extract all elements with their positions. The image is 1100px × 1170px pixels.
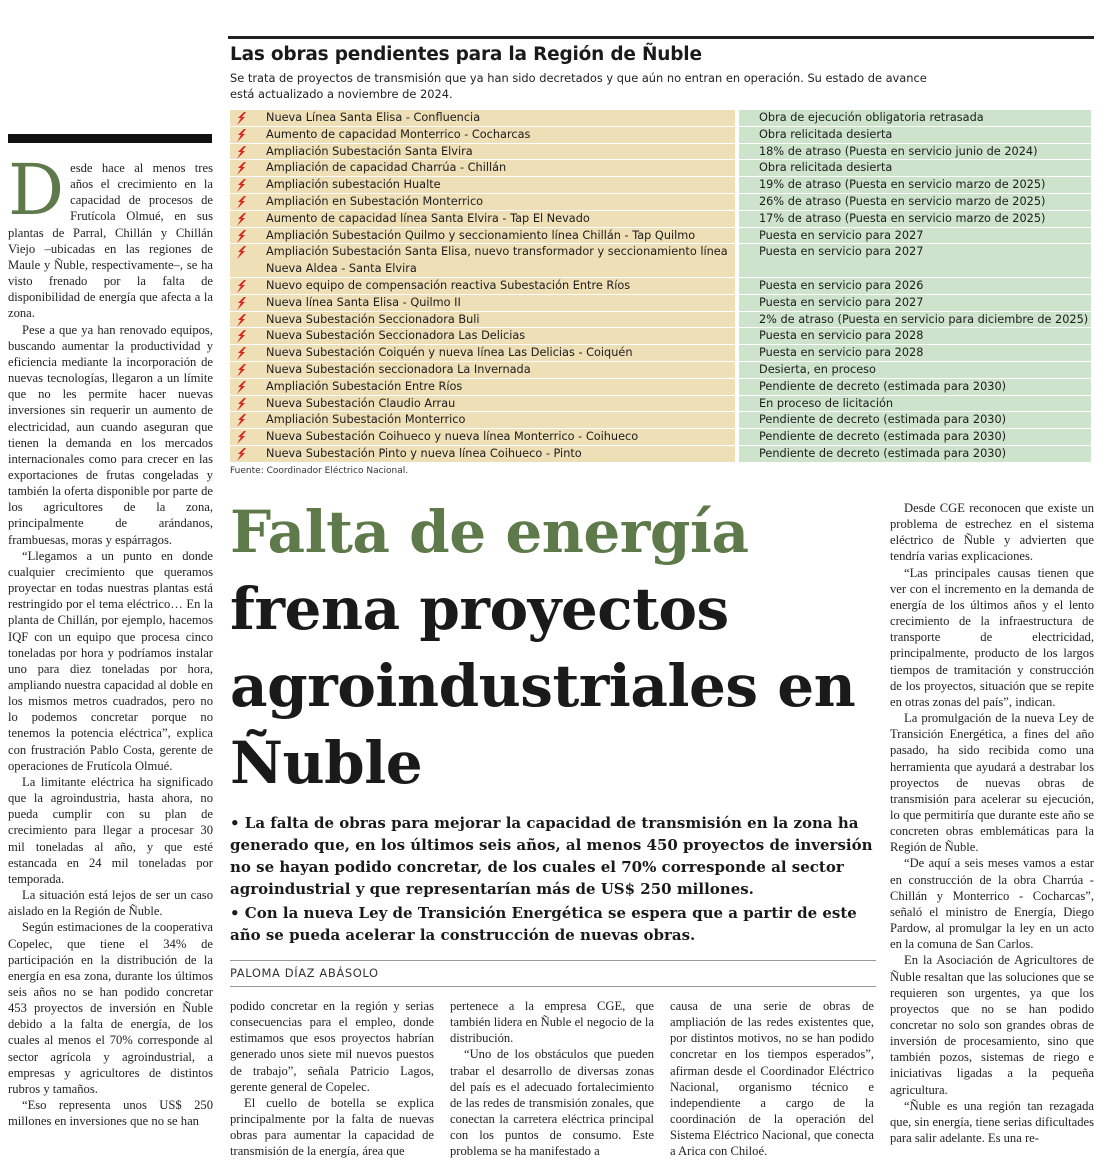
project-status: Puesta en servicio para 2027	[759, 228, 924, 242]
project-name: Nueva Subestación Claudio Arrau	[266, 396, 456, 410]
project-name: Nueva Línea Santa Elisa - Confluencia	[266, 111, 481, 124]
project-name: Nueva Subestación Coihueco y nueva línea Monterrico - Coihueco	[266, 430, 639, 444]
project-status: Puesta en servicio para 2026	[759, 279, 924, 292]
lightning-bolt-icon	[235, 448, 247, 461]
paragraph: Según estimaciones de la cooperativa Copelec, que tiene el 34% de participación en la distribución de la energía en esa zona, durante los últimos seis años no se han podido concretar 453 proyectos de inversión en Ñuble debido a la falta de energía, de los cuales al menos el 70% corresponde al sector agrícola y agroindustrial, a empresas y agricultores de distintos rubros y tamaños.	[8, 920, 213, 1096]
project-name: Aumento de capacidad línea Santa Elvira - Tap El Nevado	[266, 211, 590, 225]
lightning-bolt-icon	[235, 398, 247, 411]
lightning-bolt-icon	[235, 314, 247, 327]
project-status: Puesta en servicio para 2027	[759, 245, 924, 259]
paragraph: Desde CGE reconocen que existe un problema de estrechez en el sistema eléctrico de Ñuble y advierten que tendría varias explicaciones.	[890, 501, 1094, 564]
summary-bullets	[230, 812, 876, 948]
article-column-bottom-1	[230, 998, 434, 1160]
lightning-bolt-icon	[235, 146, 247, 159]
paragraph: causa de una serie de obras de ampliación de las redes existentes que, por distintos motivos, no se han podido concretar en los tiempos esperados”, afirman desde el Coordinador Eléctrico Nacional, organismo técnico e independiente a cargo de la coordinación de la operación del Sistema Eléctrico Nacional, que conecta a Arica con Chiloé.	[670, 999, 874, 1159]
article-column-right	[890, 500, 1094, 1146]
projects-table	[230, 110, 1091, 463]
lightning-bolt-icon	[235, 330, 247, 343]
paragraph: esde hace al menos tres años el crecimiento en la capacidad de procesos de Frutícola Olmué, en sus plantas de Parral, Chillán y Chillán Viejo –ubicadas en las regiones de Maule y Ñuble, respectivamente–, se ha visto frenado por la falta de disponibilidad de energía que afecta a la zona.	[8, 161, 213, 321]
project-status: 26% de atraso (Puesta en servicio marzo de 2025)	[759, 195, 1046, 208]
paragraph: “Las principales causas tienen que ver con el incremento en la demanda de energía de los últimos años y el lento crecimiento de la infraestructura de transporte de electricidad, principalmente, producto de los largos tiempos de tramitación y construcción de los proyectos, situación que se repite en otras zonas del país”, indican.	[890, 565, 1094, 709]
table-row	[230, 278, 1091, 295]
paragraph: La situación está lejos de ser un caso aislado en la Región de Ñuble.	[8, 888, 213, 919]
project-name: Ampliación Subestación Santa Elisa, nuevo transformador y seccionamiento línea Nueva Aldea - Santa Elvira	[266, 245, 728, 276]
table-row	[230, 446, 1091, 463]
project-status: En proceso de licitación	[759, 396, 894, 410]
project-name: Nueva Subestación seccionadora La Invernada	[266, 363, 531, 376]
lightning-bolt-icon	[235, 230, 247, 243]
project-status: Puesta en servicio para 2028	[759, 329, 924, 343]
paragraph: Pese a que ya han renovado equipos, buscando aumentar la productividad y eficiencia mediante la incorporación de nuevas tecnologías, llegaron a un límite que no les permite hacer nuevas inversiones sin requerir un aumento de electricidad, aun cuando aseguran que tienen la demanda en los mercados internacionales como para crecer en las exportaciones de frutas congeladas y también la oferta disponible por parte de los agricultores de la zona, principalmente de arándanos, frambuesas, moras y espárragos.	[8, 322, 213, 547]
dropcap: D	[8, 149, 65, 231]
project-status: 19% de atraso (Puesta en servicio marzo de 2025)	[759, 178, 1046, 192]
lightning-bolt-icon	[235, 364, 247, 377]
paragraph: “Ñuble es una región tan rezagada que, sin energía, tiene serias dificultades para salir adelante. Es una re-	[890, 1098, 1094, 1146]
project-name: Nueva Subestación Seccionadora Las Delicias	[266, 329, 526, 343]
table-row	[230, 345, 1091, 362]
lightning-bolt-icon	[235, 196, 247, 209]
paragraph: “Eso representa unos US$ 250 millones en inversiones que no se han	[8, 1098, 213, 1129]
lightning-bolt-icon	[235, 213, 247, 226]
lightning-bolt-icon	[235, 414, 247, 427]
project-status: Obra de ejecución obligatoria retrasada	[759, 111, 984, 124]
project-status: Obra relicitada desierta	[759, 127, 893, 141]
lightning-bolt-icon	[235, 129, 247, 142]
lightning-bolt-icon	[235, 297, 247, 310]
bullet-item: • La falta de obras para mejorar la capacidad de transmisión en la zona ha generado que, en los últimos seis años, al menos 450 proyectos de inversión no se hayan podido concretar, de los cuales el 70% corresponde al sector agroindustrial y que representarían más de US$ 250 millones.	[230, 814, 873, 898]
lightning-bolt-icon	[235, 280, 247, 293]
project-status: 18% de atraso (Puesta en servicio junio de 2024)	[759, 144, 1038, 158]
byline-rule-bottom	[230, 986, 876, 987]
table-row	[230, 312, 1091, 329]
row-separator	[230, 462, 1091, 463]
project-status: Puesta en servicio para 2027	[759, 295, 924, 309]
table-row	[230, 160, 1091, 177]
project-name: Aumento de capacidad Monterrico - Cocharcas	[266, 127, 531, 141]
paragraph: El cuello de botella se explica principalmente por la falta de nuevas obras para aumentar la capacidad de transmisión de la energía, área que	[230, 1095, 434, 1159]
project-name: Ampliación en Subestación Monterrico	[266, 195, 484, 208]
lightning-bolt-icon	[235, 179, 247, 192]
paragraph: “Uno de los obstáculos que pueden trabar el desarrollo de diversas zonas del país es el adecuado fortalecimiento de las redes de transmisión zonales, que conectan la carretera eléctrica principal con los puntos de consumo. Este problema se ha manifestado a	[450, 1047, 654, 1159]
project-status: Pendiente de decreto (estimada para 2030)	[759, 430, 1007, 444]
project-status: 17% de atraso (Puesta en servicio marzo de 2025)	[759, 211, 1046, 225]
bullet-item: • Con la nueva Ley de Transición Energética se espera que a partir de este año se pueda acelerar la construcción de nuevas obras.	[230, 904, 857, 944]
project-status: Puesta en servicio para 2028	[759, 346, 924, 360]
project-name: Ampliación Subestación Santa Elvira	[266, 144, 473, 158]
project-status: Pendiente de decreto (estimada para 2030)	[759, 447, 1007, 460]
project-name: Ampliación subestación Hualte	[266, 178, 441, 192]
infobox-title: Las obras pendientes para la Región de Ñuble	[230, 44, 702, 65]
headline-line-2: frena proyectos agroindustriales en Ñuble	[230, 575, 856, 797]
table-row	[230, 362, 1091, 379]
table-row	[230, 194, 1091, 211]
project-name: Nuevo equipo de compensación reactiva Subestación Entre Ríos	[266, 279, 631, 292]
article-column-bottom-2	[450, 998, 654, 1160]
lightning-bolt-icon	[235, 347, 247, 360]
table-row	[230, 328, 1091, 345]
project-name: Ampliación de capacidad Charrúa - Chillán	[266, 161, 507, 175]
table-row	[230, 127, 1091, 144]
table-row	[230, 379, 1091, 396]
table-source: Fuente: Coordinador Eléctrico Nacional.	[230, 466, 409, 476]
project-name: Ampliación Subestación Entre Ríos	[266, 379, 463, 393]
paragraph: “Llegamos a un punto en donde cualquier crecimiento que queramos proyectar en todas nuestras plantas está restringido por el tema eléctrico… En la planta de Chillán, por ejemplo, hacemos IQF con un equipo que procesa cinco toneladas por hora y podríamos instalar uno para diez toneladas por hora, ampliando nuestra capacidad al doble en los mismos metros cuadrados, pero no lo podemos concretar porque no tenemos la potencia eléctrica”, explica con frustración Pablo Costa, gerente de operaciones de Frutícola Olmué.	[8, 548, 213, 773]
table-row	[230, 211, 1091, 228]
infobox-top-rule	[228, 36, 1094, 39]
headline-line-1: Falta de energía	[230, 498, 749, 566]
table-row	[230, 244, 1091, 278]
paragraph: “De aquí a seis meses vamos a estar en construcción de la obra Charrúa - Chillán y Monterrico - Cocharcas”, señaló el ministro de Energía, Diego Pardow, al promulgar la ley en un acto en la comuna de San Carlos.	[890, 856, 1094, 952]
project-status: Desierta, en proceso	[759, 363, 876, 376]
table-row	[230, 177, 1091, 194]
lightning-bolt-icon	[235, 246, 247, 259]
paragraph: La promulgación de la nueva Ley de Transición Energética, a fines del año pasado, ha sido recibida como una herramienta que ayudará a destrabar los proyectos de nuevas obras de transmisión para acelerar su ejecución, lo que permitiría que durante este año se concreten obras emblemáticas para la Región de Ñuble.	[890, 711, 1094, 855]
column-top-rule	[8, 134, 212, 143]
paragraph: podido concretar en la región y serias consecuencias para el empleo, donde estimamos que esos proyectos habrían generado unos siete mil nuevos puestos de trabajo”, señala Patricio Lagos, gerente general de Copelec.	[230, 999, 434, 1094]
table-row	[230, 110, 1091, 127]
infobox-subtitle: Se trata de proyectos de transmisión que ya han sido decretados y que aún no entran en operación. Su estado de avance está actualizado a noviembre de 2024.	[230, 71, 927, 101]
project-name: Nueva Subestación Seccionadora Buli	[266, 312, 480, 326]
table-row	[230, 412, 1091, 429]
project-status: 2% de atraso (Puesta en servicio para diciembre de 2025)	[759, 312, 1089, 326]
project-status: Pendiente de decreto (estimada para 2030)	[759, 413, 1007, 427]
project-name: Ampliación Subestación Quilmo y seccionamiento línea Chillán - Tap Quilmo	[266, 228, 696, 242]
lightning-bolt-icon	[235, 381, 247, 394]
paragraph: La limitante eléctrica ha significado que la agroindustria, hasta ahora, no pueda cumplir con su plan de crecimiento para llegar a procesar 30 mil toneladas al año, y que esté estancada en 24 mil toneladas por temporada.	[8, 774, 213, 886]
lightning-bolt-icon	[235, 431, 247, 444]
byline-rule	[230, 960, 876, 961]
table-row	[230, 144, 1091, 161]
byline: PALOMA DÍAZ ABÁSOLO	[230, 966, 379, 980]
lightning-bolt-icon	[235, 162, 247, 175]
lightning-bolt-icon	[235, 112, 247, 125]
table-row	[230, 429, 1091, 446]
table-row	[230, 228, 1091, 245]
article-column-left	[8, 149, 213, 1129]
paragraph: En la Asociación de Agricultores de Ñuble resaltan que las soluciones que se requieren son urgentes, ya que los proyectos que no se han podido concretar no solo son grandes obras de inversión de procesamiento, sino que también pozos, sistemas de riego e iniciativas ligadas a la pequeña agricultura.	[890, 953, 1094, 1097]
project-name: Ampliación Subestación Monterrico	[266, 413, 466, 427]
table-row	[230, 295, 1091, 312]
project-name: Nueva Subestación Coiquén y nueva línea Las Delicias - Coiquén	[266, 346, 633, 360]
table-row	[230, 396, 1091, 413]
article-column-bottom-3	[670, 998, 874, 1160]
paragraph: pertenece a la empresa CGE, que también lidera en Ñuble el negocio de la distribución.	[450, 999, 654, 1046]
project-status: Pendiente de decreto (estimada para 2030)	[759, 379, 1007, 393]
project-status: Obra relicitada desierta	[759, 161, 893, 175]
project-name: Nueva Subestación Pinto y nueva línea Coihueco - Pinto	[266, 447, 582, 460]
headline	[230, 494, 870, 802]
project-name: Nueva línea Santa Elisa - Quilmo II	[266, 295, 461, 309]
